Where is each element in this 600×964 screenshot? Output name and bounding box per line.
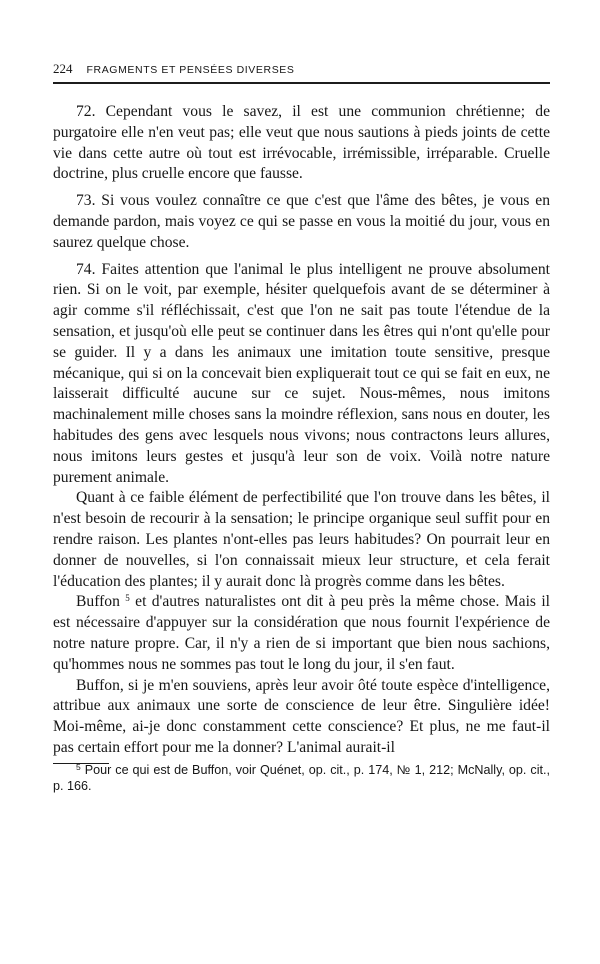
footnote-marker: 5 xyxy=(76,761,81,772)
paragraph-buffon xyxy=(53,592,550,675)
footnote-reference: 5 xyxy=(125,593,130,604)
footnote xyxy=(53,762,550,794)
buffon-text-rest: et d'autres naturalistes ont dit à peu près la même chose. Mais il est nécessaire d'appuyer sur la considération que nous fournit l'expérience de notre nature propre. Car, il n'y a rien de si important que bien nous sachions, qu'hommes nous ne sommes pas tout le long du jour, il s'en faut. xyxy=(53,593,550,673)
header-rule xyxy=(53,82,550,84)
footnote-text: Pour ce qui est de Buffon, voir Quénet, op. cit., p. 174, № 1, 212; McNally, op. cit., p. 166. xyxy=(53,762,550,793)
paragraph-74: 74. Faites attention que l'animal le plus intelligent ne prouve absolument rien. Si on le voit, par exemple, hésiter quelquefois avant de se déterminer à agir comme s'il réfléchissait, c'est que l'on ne sait pas toute l'étendue de la sensation, et jusqu'où elle peut se continuer dans les êtres qui n'ont qu'elle pour se guider. Il y a dans les animaux une imitation toute sensitive, presque mécanique, qui si on la concevait bien expliquerait tout ce qui se fait en eux, ne laisserait difficulté aucune sur ce sujet. Nous-mêmes, nous imitons machinalement mille choses sans la moindre réflexion, sans nous en douter, les habitudes des gens avec lesquels nous vivons; nous contractons leurs allures, nous imitons leurs gestes et jusqu'à leur son de voix. Voilà notre nature purement animale. xyxy=(53,260,550,486)
book-page xyxy=(53,62,550,794)
buffon-text-start: Buffon xyxy=(76,593,120,611)
running-head xyxy=(53,62,550,78)
paragraph-conscience: Buffon, si je m'en souviens, après leur avoir ôté toute espèce d'intelligence, attribue aux animaux une sorte de conscience de leur être. Singulière idée! Moi-même, ai-je donc constamment cette conscience? Et plus, ne me faut-il pas certain effort pour me la donner? L'animal aurait-il xyxy=(53,676,550,756)
body-text xyxy=(53,102,550,759)
page-number: 224 xyxy=(53,61,73,76)
running-title: FRAGMENTS ET PENSÉES DIVERSES xyxy=(86,64,295,76)
paragraph-73: 73. Si vous voulez connaître ce que c'est que l'âme des bêtes, je vous en demande pardon, mais voyez ce qui se passe en vous la moitié du jour, vous en saurez quelque chose. xyxy=(53,192,550,251)
paragraph-perfectibilite: Quant à ce faible élément de perfectibilité que l'on trouve dans les bêtes, il n'est besoin de recourir à la sensation; le principe organique seul suffit pour en rendre raison. Les plantes n'ont-elles pas leurs habitudes? On pourrait leur en donner de nouvelles, si l'on connaissait mieux leur structure, et cela ferait l'éducation des plantes; il y aurait donc là progrès comme dans les bêtes. xyxy=(53,489,550,590)
paragraph-72: 72. Cependant vous le savez, il est une communion chrétienne; de purgatoire elle n'en veut pas; elle veut que nous sautions à pieds joints de cette vie dans cette autre où tout est irrévocable, irrémissible, irréparable. Cruelle doctrine, plus cruelle encore que fausse. xyxy=(53,103,550,183)
